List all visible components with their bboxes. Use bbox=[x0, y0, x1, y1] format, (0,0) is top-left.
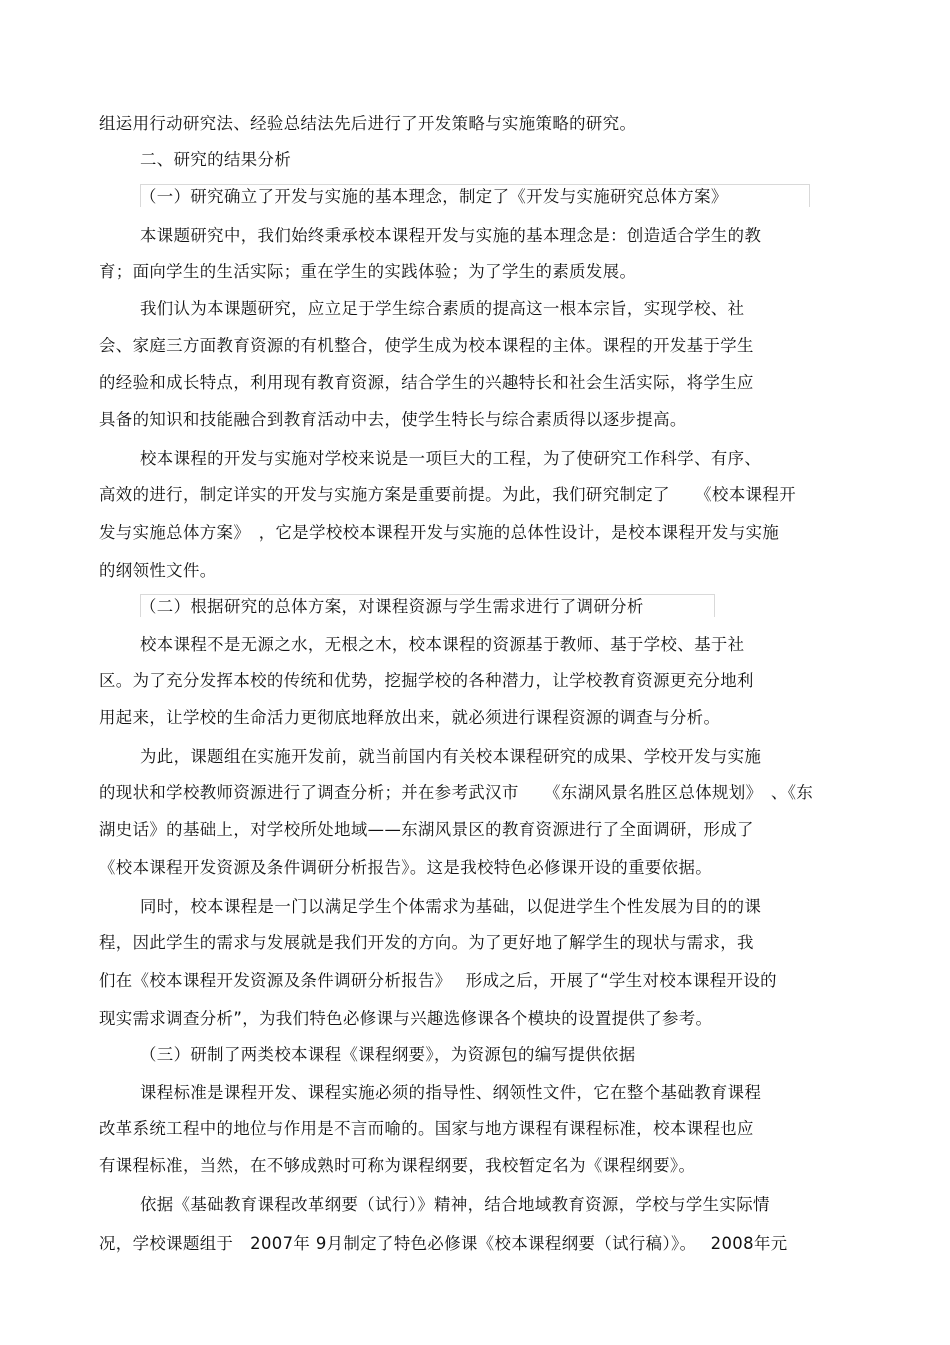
text-line: 组运用行动研究法、经验总结法先后进行了开发策略与实施策略的研究。 bbox=[99, 114, 637, 133]
text-line: 会、家庭三方面教育资源的有机整合，使学生成为校本课程的主体。课程的开发基于学生 bbox=[99, 336, 754, 355]
text-line: 区。为了充分发挥本校的传统和优势，挖掘学校的各种潜力，让学校教育资源更充分地利 bbox=[99, 671, 754, 690]
text-line: 用起来，让学校的生命活力更彻底地释放出来，就必须进行课程资源的调查与分析。 bbox=[99, 708, 721, 727]
text-line: 的现状和学校教师资源进行了调查分析；并在参考武汉市 《东湖风景名胜区总体规划》 、《东 bbox=[99, 783, 814, 802]
text-line: 发与实施总体方案》 ，它是学校校本课程开发与实施的总体性设计，是校本课程开发与实施 bbox=[99, 523, 780, 542]
text-line: 高效的进行，制定详实的开发与实施方案是重要前提。为此，我们研究制定了 《校本课程开 bbox=[99, 485, 797, 504]
text-line: 况，学校课题组于 2007年 9月制定了特色必修课《校本课程纲要（试行稿）》。 2008年元 bbox=[99, 1234, 788, 1253]
text-line: 程，因此学生的需求与发展就是我们开发的方向。为了更好地了解学生的现状与需求，我 bbox=[99, 933, 754, 952]
text-line: 湖史话》的基础上，对学校所处地域——东湖风景区的教育资源进行了全面调研，形成了 bbox=[99, 820, 754, 839]
text-line: 《校本课程开发资源及条件调研分析报告》。这是我校特色必修课开设的重要依据。 bbox=[99, 858, 713, 877]
text-line: 育；面向学生的生活实际；重在学生的实践体验；为了学生的素质发展。 bbox=[99, 262, 637, 281]
text-line: 校本课程不是无源之水，无根之木，校本课程的资源基于教师、基于学校、基于社 bbox=[140, 635, 745, 654]
text-line: 课程标准是课程开发、课程实施必须的指导性、纲领性文件，它在整个基础教育课程 bbox=[140, 1083, 762, 1102]
text-line: 改革系统工程中的地位与作用是不言而喻的。国家与地方课程有课程标准，校本课程也应 bbox=[99, 1119, 754, 1138]
text-line: 同时，校本课程是一门以满足学生个体需求为基础，以促进学生个性发展为目的的课 bbox=[140, 897, 762, 916]
text-line: 现实需求调查分析”，为我们特色必修课与兴趣选修课各个模块的设置提供了参考。 bbox=[99, 1009, 713, 1028]
section-heading: 二、研究的结果分析 bbox=[140, 150, 292, 169]
text-line: 具备的知识和技能融合到教育活动中去，使学生特长与综合素质得以逐步提高。 bbox=[99, 410, 687, 429]
text-line: 依据《基础教育课程改革纲要（试行）》精神，结合地域教育资源，学校与学生实际情 bbox=[140, 1195, 770, 1214]
subsection-heading: （一）研究确立了开发与实施的基本理念，制定了《开发与实施研究总体方案》 bbox=[140, 187, 728, 206]
text-line: 校本课程的开发与实施对学校来说是一项巨大的工程，为了使研究工作科学、有序、 bbox=[140, 449, 762, 468]
subsection-heading: （三）研制了两类校本课程《课程纲要》，为资源包的编写提供依据 bbox=[140, 1045, 636, 1064]
text-line: 本课题研究中，我们始终秉承校本课程开发与实施的基本理念是：创造适合学生的教 bbox=[140, 226, 762, 245]
text-line: 有课程标准，当然，在不够成熟时可称为课程纲要，我校暂定名为《课程纲要》。 bbox=[99, 1156, 696, 1175]
text-line: 为此，课题组在实施开发前，就当前国内有关校本课程研究的成果、学校开发与实施 bbox=[140, 747, 762, 766]
text-line: 的经验和成长特点，利用现有教育资源，结合学生的兴趣特长和社会生活实际，将学生应 bbox=[99, 373, 754, 392]
text-line: 们在《校本课程开发资源及条件调研分析报告》 形成之后，开展了“学生对校本课程开设的 bbox=[99, 971, 777, 990]
text-line: 我们认为本课题研究，应立足于学生综合素质的提高这一根本宗旨，实现学校、社 bbox=[140, 299, 745, 318]
text-line: 的纲领性文件。 bbox=[99, 561, 217, 580]
subsection-heading: （二）根据研究的总体方案，对课程资源与学生需求进行了调研分析 bbox=[140, 597, 644, 616]
